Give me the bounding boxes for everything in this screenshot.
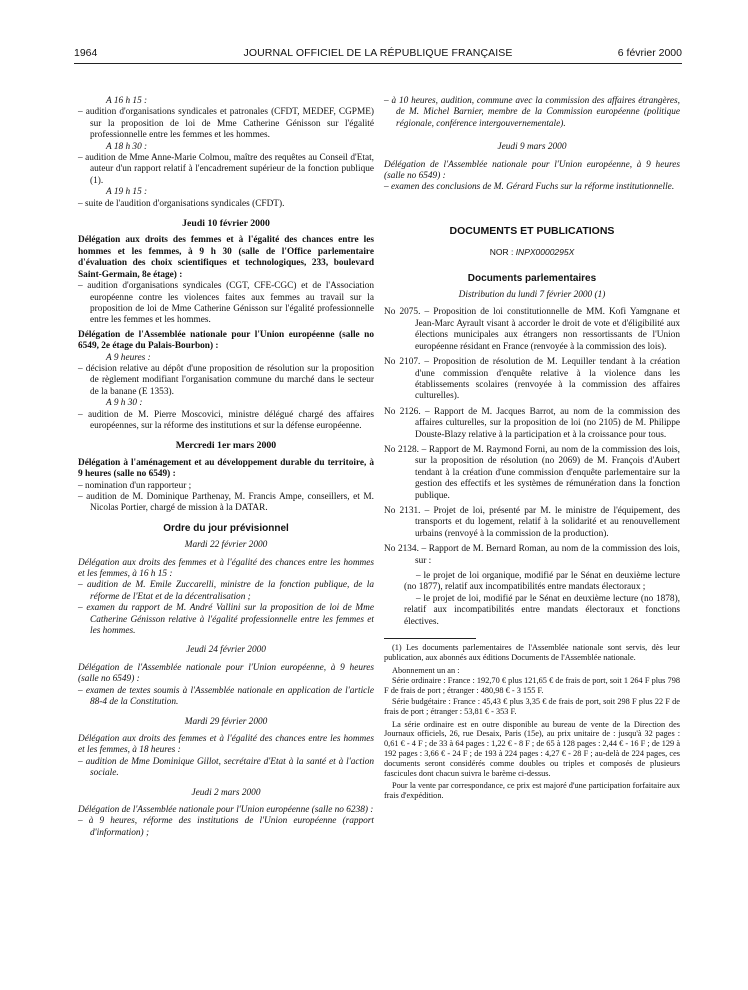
document-list <box>384 307 680 567</box>
time-slot: A 18 h 30 : <box>106 141 148 152</box>
agenda-item: – audition d'organisations syndicales (CGT, CFE-CGC) et de l'Association européenne contre les violences faites aux femmes au travail sur la proposition de loi de Mme Catherine Génisson sur l'égalité professionnelle entre les femmes et les hommes. <box>78 281 374 326</box>
delegation-title: Délégation de l'Assemblée nationale pour l'Union européenne, à 9 heures (salle no 6549) : <box>78 662 374 685</box>
agenda-items <box>78 816 374 839</box>
journal-title: JOURNAL OFFICIEL DE LA RÉPUBLIQUE FRANÇAISE <box>243 47 513 59</box>
intro-agenda <box>78 96 374 210</box>
agenda-items <box>78 481 374 515</box>
day-heading: Jeudi 10 février 2000 <box>182 218 270 230</box>
document-entry: No 2134. – Rapport de M. Bernard Roman, au nom de la commission des lois, sur : <box>384 544 680 566</box>
day-heading: Jeudi 24 février 2000 <box>186 645 266 656</box>
delegation-title: Délégation de l'Assemblée nationale pour l'Union européenne, à 9 heures (salle no 6549) : <box>384 159 680 182</box>
agenda-items <box>78 281 374 327</box>
header-rule <box>74 63 682 64</box>
day-heading: Jeudi 9 mars 2000 <box>497 142 567 153</box>
agenda-item: – examen de textes soumis à l'Assemblée nationale en application de l'article 88-4 de la Constitution. <box>78 685 374 708</box>
delegation-title: Délégation de l'Assemblée nationale pour l'Union européenne (salle no 6238) : <box>78 804 374 815</box>
agenda-item: – audition de Mme Dominique Gillot, secrétaire d'Etat à la santé et à l'action sociale. <box>78 756 374 779</box>
document-subitem: – le projet de loi organique, modifié par le Sénat en deuxième lecture (no 1877), relatif aux incompatibilités entre mandats électoraux ; <box>404 571 680 593</box>
day-heading: Mardi 22 février 2000 <box>184 540 268 551</box>
agenda-item: – examen des conclusions de M. Gérard Fuchs sur la réforme institutionnelle. <box>384 182 675 193</box>
right-column <box>384 96 680 804</box>
time-slot: A 9 heures : <box>106 352 151 363</box>
document-entry: No 2128. – Rapport de M. Raymond Forni, au nom de la commission des lois, sur la proposition de résolution (no 2069) de M. François d'Aubert tendant à la création d'une commission d'enquête parlementaire sur la gestion des effectifs et les systèmes de rémunération dans la fonction publique. <box>384 444 680 501</box>
page-number: 1964 <box>74 47 98 59</box>
footnote-abonnement: Abonnement un an : <box>392 665 460 675</box>
distribution-line: Distribution du lundi 7 février 2000 (1) <box>458 290 606 301</box>
agenda-item: – audition de M. Emile Zuccarelli, ministre de la fonction publique, de la réforme de l'Etat et de la décentralisation ; <box>78 580 374 602</box>
agenda-item: – à 10 heures, audition, commune avec la commission des affaires étrangères, de M. Michel Barnier, membre de la Commission européenne (politique régionale, conférence intergouvernementale). <box>384 96 680 129</box>
footnote-note: (1) Les documents parlementaires de l'Assemblée nationale sont servis, dès leur publication, aux abonnés aux éditions Documents de l'Assemblée nationale. <box>384 643 680 662</box>
document-entry: No 2126. – Rapport de M. Jacques Barrot, au nom de la commission des affaires culturelles, sur la proposition de loi (no 2105) de M. Philippe Douste-Blazy relative à la participation et à la croissance pour tous. <box>384 406 680 440</box>
agenda-items <box>78 353 374 433</box>
footnote-vente: La série ordinaire est en outre disponible au bureau de vente de la Direction des Journaux officiels, 26, rue Desaix, Paris (15e), au prix unitaire de : jusqu'à 32 pages : 0,61 € - 4 F ; de 33 à 64 pages : 1,22 € - 8 F ; de 65 à 128 pages : 2,44 € - 16 F ; de 129 à 192 pages : 3,66 € - 24 F ; de 193 à 224 pages : 4,27 € - 28 F ; au-delà de 224 pages, ces documents seront considérés comme doubles ou triples et composés de plusieurs fascicules dont chacun suivra le barème ci-dessus. <box>384 719 680 778</box>
footnote-rule <box>384 638 476 639</box>
document-entry: No 2075. – Proposition de loi constitutionnelle de MM. Kofi Yamgnane et Jean-Marc Ayrault visant à accorder le droit de vote et d'éligibilité aux élections municipales aux étrangers non ressortissants de l'Union européenne résidant en France (renvoyée à la commission des lois). <box>384 307 680 352</box>
agenda-item: – audition d'organisations syndicales et patronales (CFDT, MEDEF, CGPME) sur la proposition de loi de Mme Catherine Génisson sur l'égalité professionnelle entre les femmes et les hommes. <box>78 107 374 141</box>
footnote-correspondance: Pour la vente par correspondance, ce prix est majoré d'une participation forfaitaire aux frais d'expédition. <box>384 781 680 801</box>
issue-date: 6 février 2000 <box>617 47 682 59</box>
page-header <box>74 47 682 63</box>
time-slot: A 16 h 15 : <box>106 96 148 106</box>
document-subitems <box>384 571 680 628</box>
agenda-items <box>78 686 374 709</box>
day-heading: Jeudi 2 mars 2000 <box>191 787 261 798</box>
day-heading: Mardi 29 février 2000 <box>184 716 268 727</box>
delegation-title: Délégation à l'aménagement et au développement durable du territoire, à 9 heures (salle no 6549) : <box>78 457 374 480</box>
left-column <box>78 96 374 839</box>
delegation-title: Délégation aux droits des femmes et à l'égalité des chances entre les hommes et les femmes, à 9 h 30 (salle de l'Office parlementaire d'évaluation des choix scientifiques et technologiques, 233, boulevard Saint-Germain, 8e étage) : <box>78 235 374 280</box>
documents-heading: DOCUMENTS ET PUBLICATIONS <box>449 224 615 237</box>
footnote <box>384 643 680 801</box>
nor-value: INPX0000295X <box>515 247 575 258</box>
agenda-item: – suite de l'audition d'organisations syndicales (CFDT). <box>78 198 285 209</box>
agenda-items <box>384 182 680 193</box>
document-subitem: – le projet de loi, modifié par le Sénat en deuxième lecture (no 1878), relatif aux incompatibilités entre mandats électoraux et fonctions électives. <box>404 593 680 627</box>
agenda-item: – audition de M. Pierre Moscovici, ministre délégué chargé des affaires européennes, sur la réforme des institutions et sur la défense européenne. <box>78 409 374 431</box>
agenda-items <box>78 757 374 780</box>
time-slot: A 9 h 30 : <box>106 398 143 409</box>
agenda-item: – audition de M. Dominique Parthenay, M. Francis Ampe, conseillers, et M. Nicolas Portier, chargé de mission à la DATAR. <box>78 492 374 514</box>
agenda-item: – décision relative au dépôt d'une proposition de résolution sur la proposition de règlement modifiant l'organisation commune du marché dans le secteur de la banane (E 1353). <box>78 363 374 397</box>
nor-label: NOR : <box>489 247 514 258</box>
delegation-title: Délégation aux droits des femmes et à l'égalité des chances entre les hommes et les femmes, à 18 heures : <box>78 733 374 756</box>
delegation-title: Délégation de l'Assemblée nationale pour l'Union européenne (salle no 6549, 2e étage du Palais-Bourbon) : <box>78 329 374 352</box>
footnote-serie-budgetaire: Série budgétaire : France : 45,43 € plus 3,35 € de frais de port, soit 298 F plus 22 F de frais de port ; étranger : 53,81 € - 353 F. <box>384 697 680 716</box>
document-entry: No 2107. – Proposition de résolution de M. Lequiller tendant à la création d'une commission d'enquête relative à la violence dans les établissements scolaires (renvoyée à la commission des affaires culturelles). <box>384 357 680 402</box>
agenda-items <box>78 580 374 637</box>
nor-reference <box>384 247 680 258</box>
agenda-item: – examen du rapport de M. André Vallini sur la proposition de loi de Mme Catherine Génisson relative à l'égalité professionnelle entre les femmes et les hommes. <box>78 603 374 637</box>
section-heading: Ordre du jour prévisionnel <box>163 522 289 534</box>
day-heading: Mercredi 1er mars 2000 <box>175 440 277 452</box>
footnote-serie-ordinaire: Série ordinaire : France : 192,70 € plus 121,65 € de frais de port, soit 1 264 F plus 798 F de frais de port ; étranger : 480,98 € - 3 155 F. <box>384 676 680 696</box>
document-entry: No 2131. – Projet de loi, présenté par M. le ministre de l'équipement, des transports et du logement, relatif à la solidarité et au renouvellement urbains (renvoyé à la commission de la production). <box>384 505 680 539</box>
agenda-item: – à 9 heures, réforme des institutions de l'Union européenne (rapport d'information) ; <box>78 816 374 838</box>
agenda-item: – nomination d'un rapporteur ; <box>78 480 192 491</box>
time-slot: A 19 h 15 : <box>106 187 148 198</box>
delegation-title: Délégation aux droits des femmes et à l'égalité des chances entre les hommes et les femmes, à 16 h 15 : <box>78 557 374 580</box>
subsection-heading: Documents parlementaires <box>467 272 597 284</box>
agenda-item: – audition de Mme Anne-Marie Colmou, maître des requêtes au Conseil d'Etat, auteur d'un rapport relatif à l'encadrement supérieur de la fonction publique (1). <box>78 153 374 186</box>
